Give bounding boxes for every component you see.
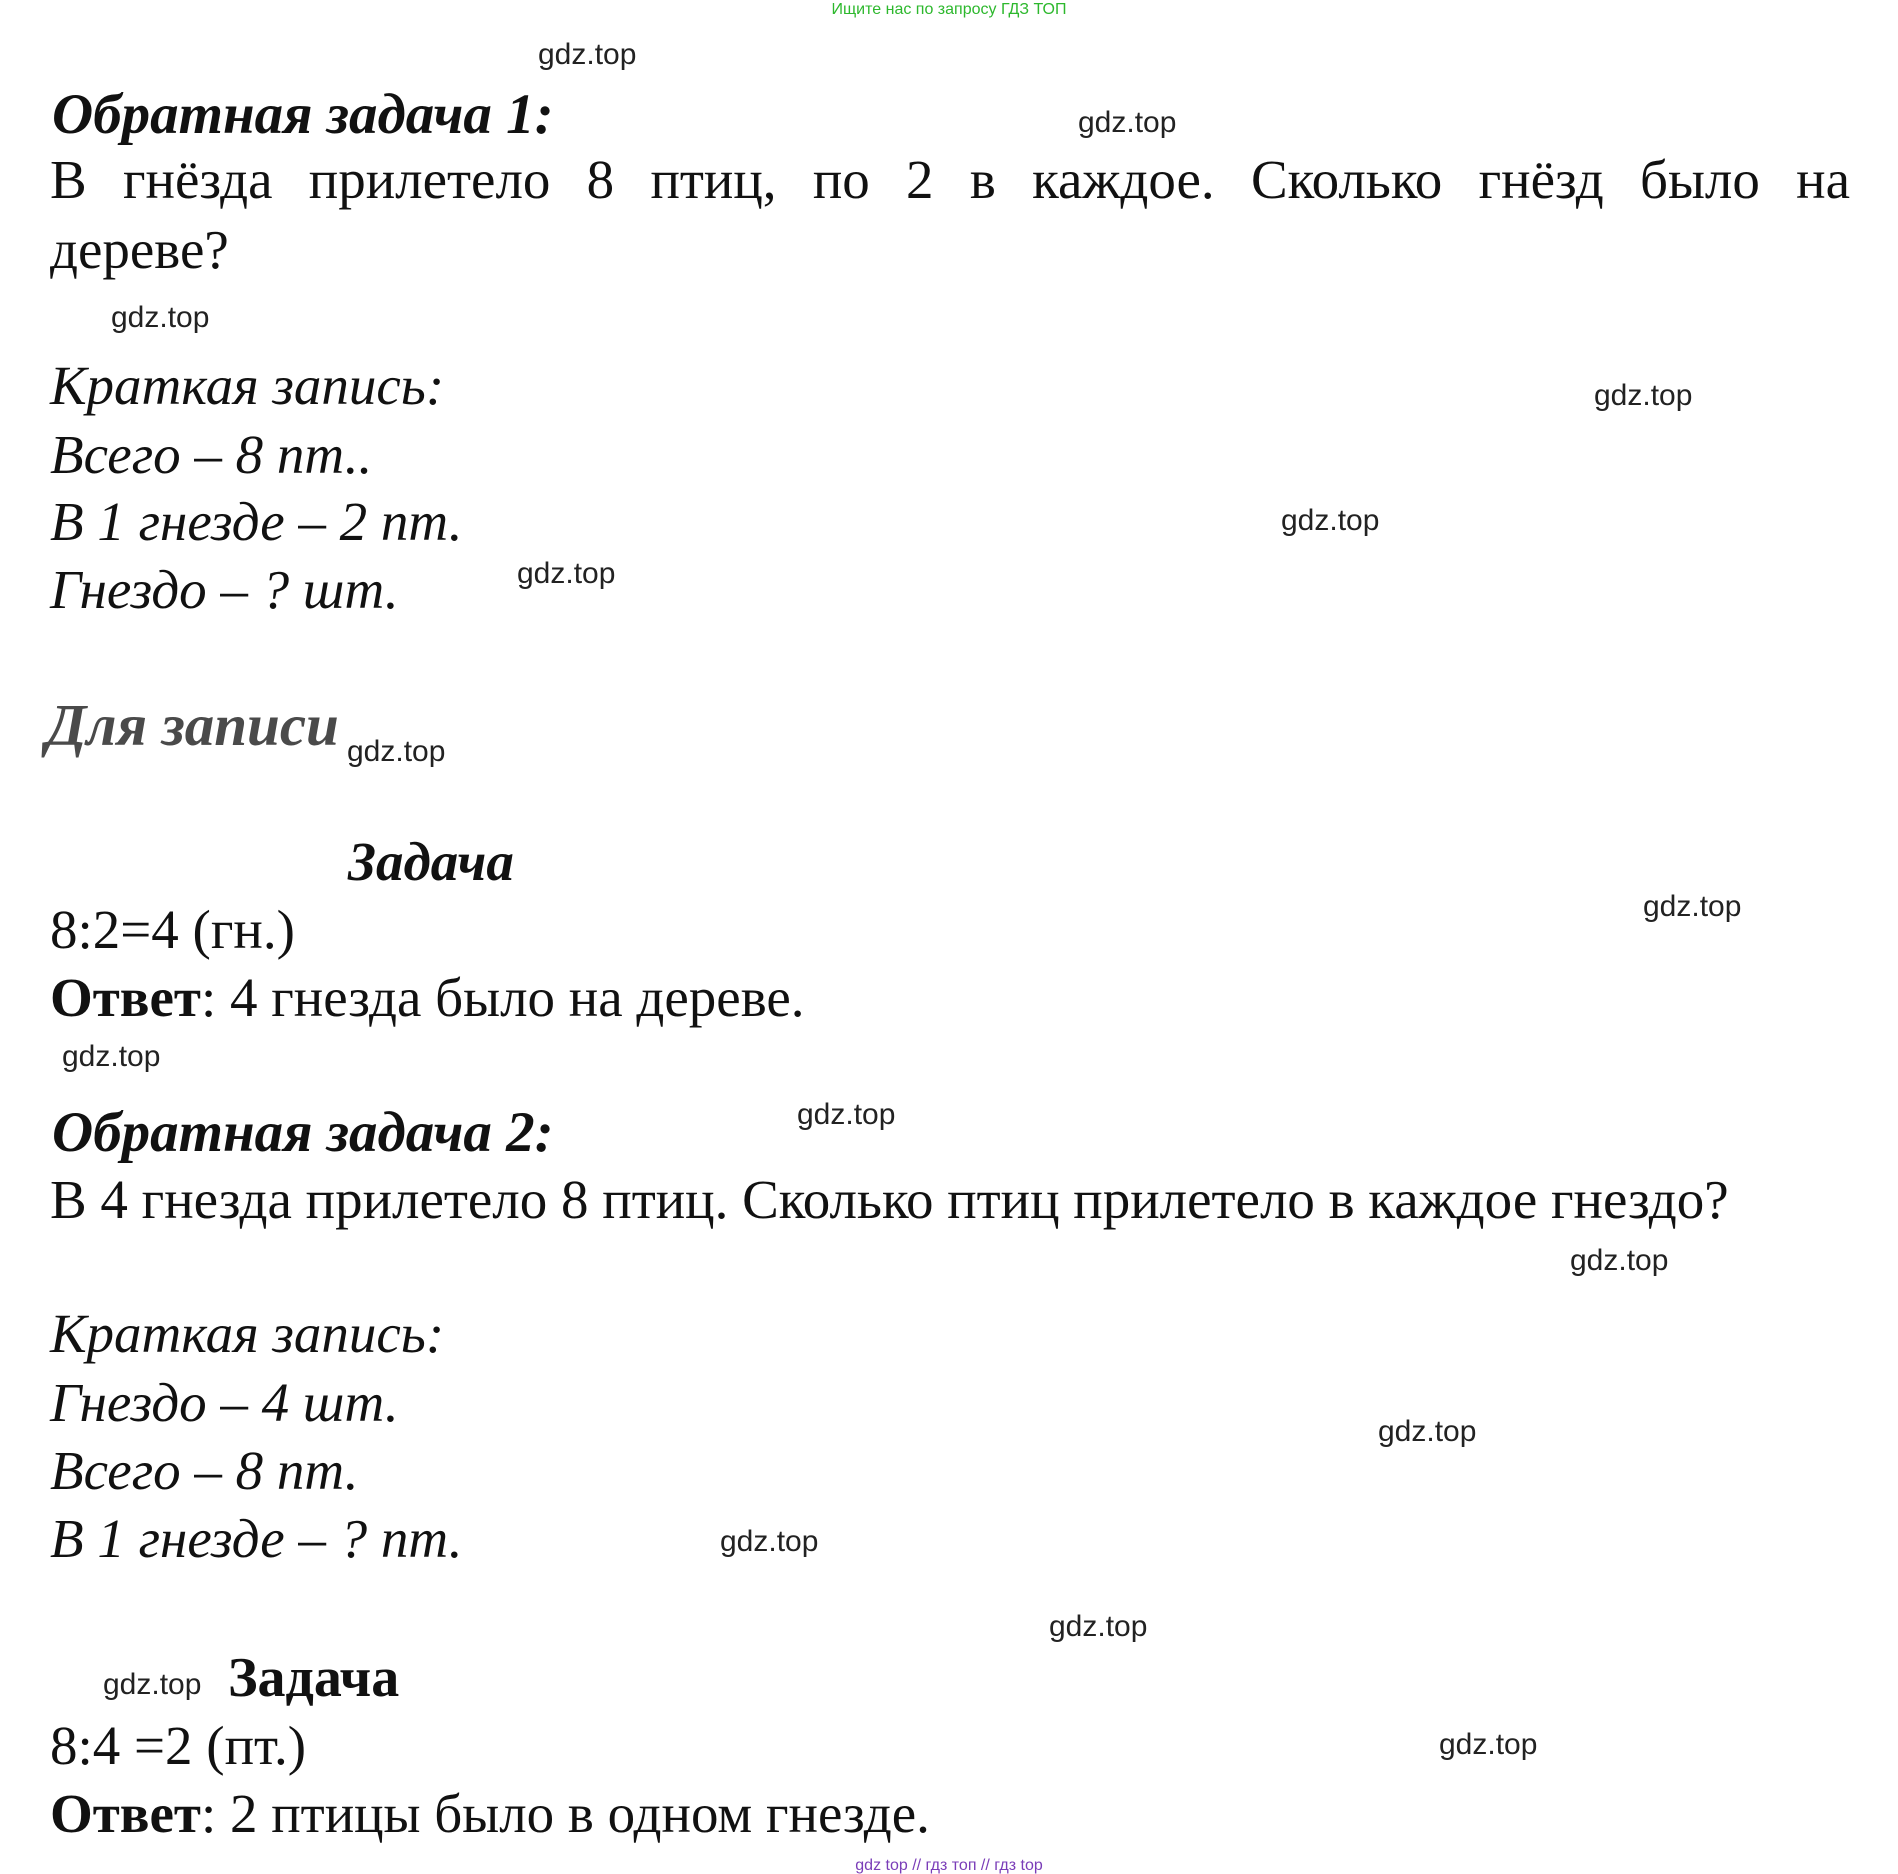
watermark: gdz.top [1594,379,1693,412]
watermark: gdz.top [62,1040,161,1073]
watermark: gdz.top [1078,106,1177,139]
task2-equation: 8:4 =2 (пт.) [50,1715,307,1776]
task1-short-line: В 1 гнезде – 2 пт. [50,491,463,552]
task1-text-line2: дереве? [50,219,229,280]
footer-links: gdz top // гдз топ // гдз top [855,1857,1043,1874]
watermark: gdz.top [1378,1415,1477,1448]
watermark: gdz.top [1281,504,1380,537]
record-heading: Для записи [46,692,339,758]
watermark: gdz.top [1439,1728,1538,1761]
task1-equation: 8:2=4 (гн.) [50,899,295,960]
task2-answer [50,1783,930,1844]
task2-short-line: Всего – 8 пт. [50,1440,359,1501]
watermark: gdz.top [103,1668,202,1701]
task2-short-line: В 1 гнезде – ? пт. [50,1508,463,1569]
watermark: gdz.top [517,557,616,590]
task1-answer [50,967,805,1028]
watermark: gdz.top [347,735,446,768]
top-banner: Ищите нас по запросу ГДЗ ТОП [831,1,1067,18]
task2-text-line1: В 4 гнезда прилетело 8 птиц. Сколько птиц прилетело в каждое гнездо? [50,1169,1729,1230]
watermark: gdz.top [797,1098,896,1131]
watermark: gdz.top [1049,1610,1148,1643]
task1-short-line: Всего – 8 пт.. [50,424,373,485]
task2-short-line: Гнездо – 4 шт. [50,1372,399,1433]
task1-solution-heading: Задача [348,831,514,892]
task1-title: Обратная задача 1: [52,83,554,146]
answer-text: : 2 птицы было в одном гнезде. [200,1783,930,1844]
task1-text-line1: В гнёзда прилетело 8 птиц, по 2 в каждое. Сколько гнёзд было на [50,149,1850,210]
task2-short-title: Краткая запись: [50,1303,445,1364]
task1-short-line: Гнездо – ? шт. [50,559,399,620]
answer-text: : 4 гнезда было на дереве. [200,967,805,1028]
watermark: gdz.top [720,1525,819,1558]
task2-title: Обратная задача 2: [52,1101,554,1164]
answer-label: Ответ [50,967,201,1028]
task1-short-title: Краткая запись: [50,355,445,416]
watermark: gdz.top [1570,1244,1669,1277]
watermark: gdz.top [538,38,637,71]
watermark: gdz.top [1643,890,1742,923]
watermark: gdz.top [111,301,210,334]
answer-label: Ответ [50,1783,201,1844]
task2-solution-heading: Задача [228,1647,400,1709]
